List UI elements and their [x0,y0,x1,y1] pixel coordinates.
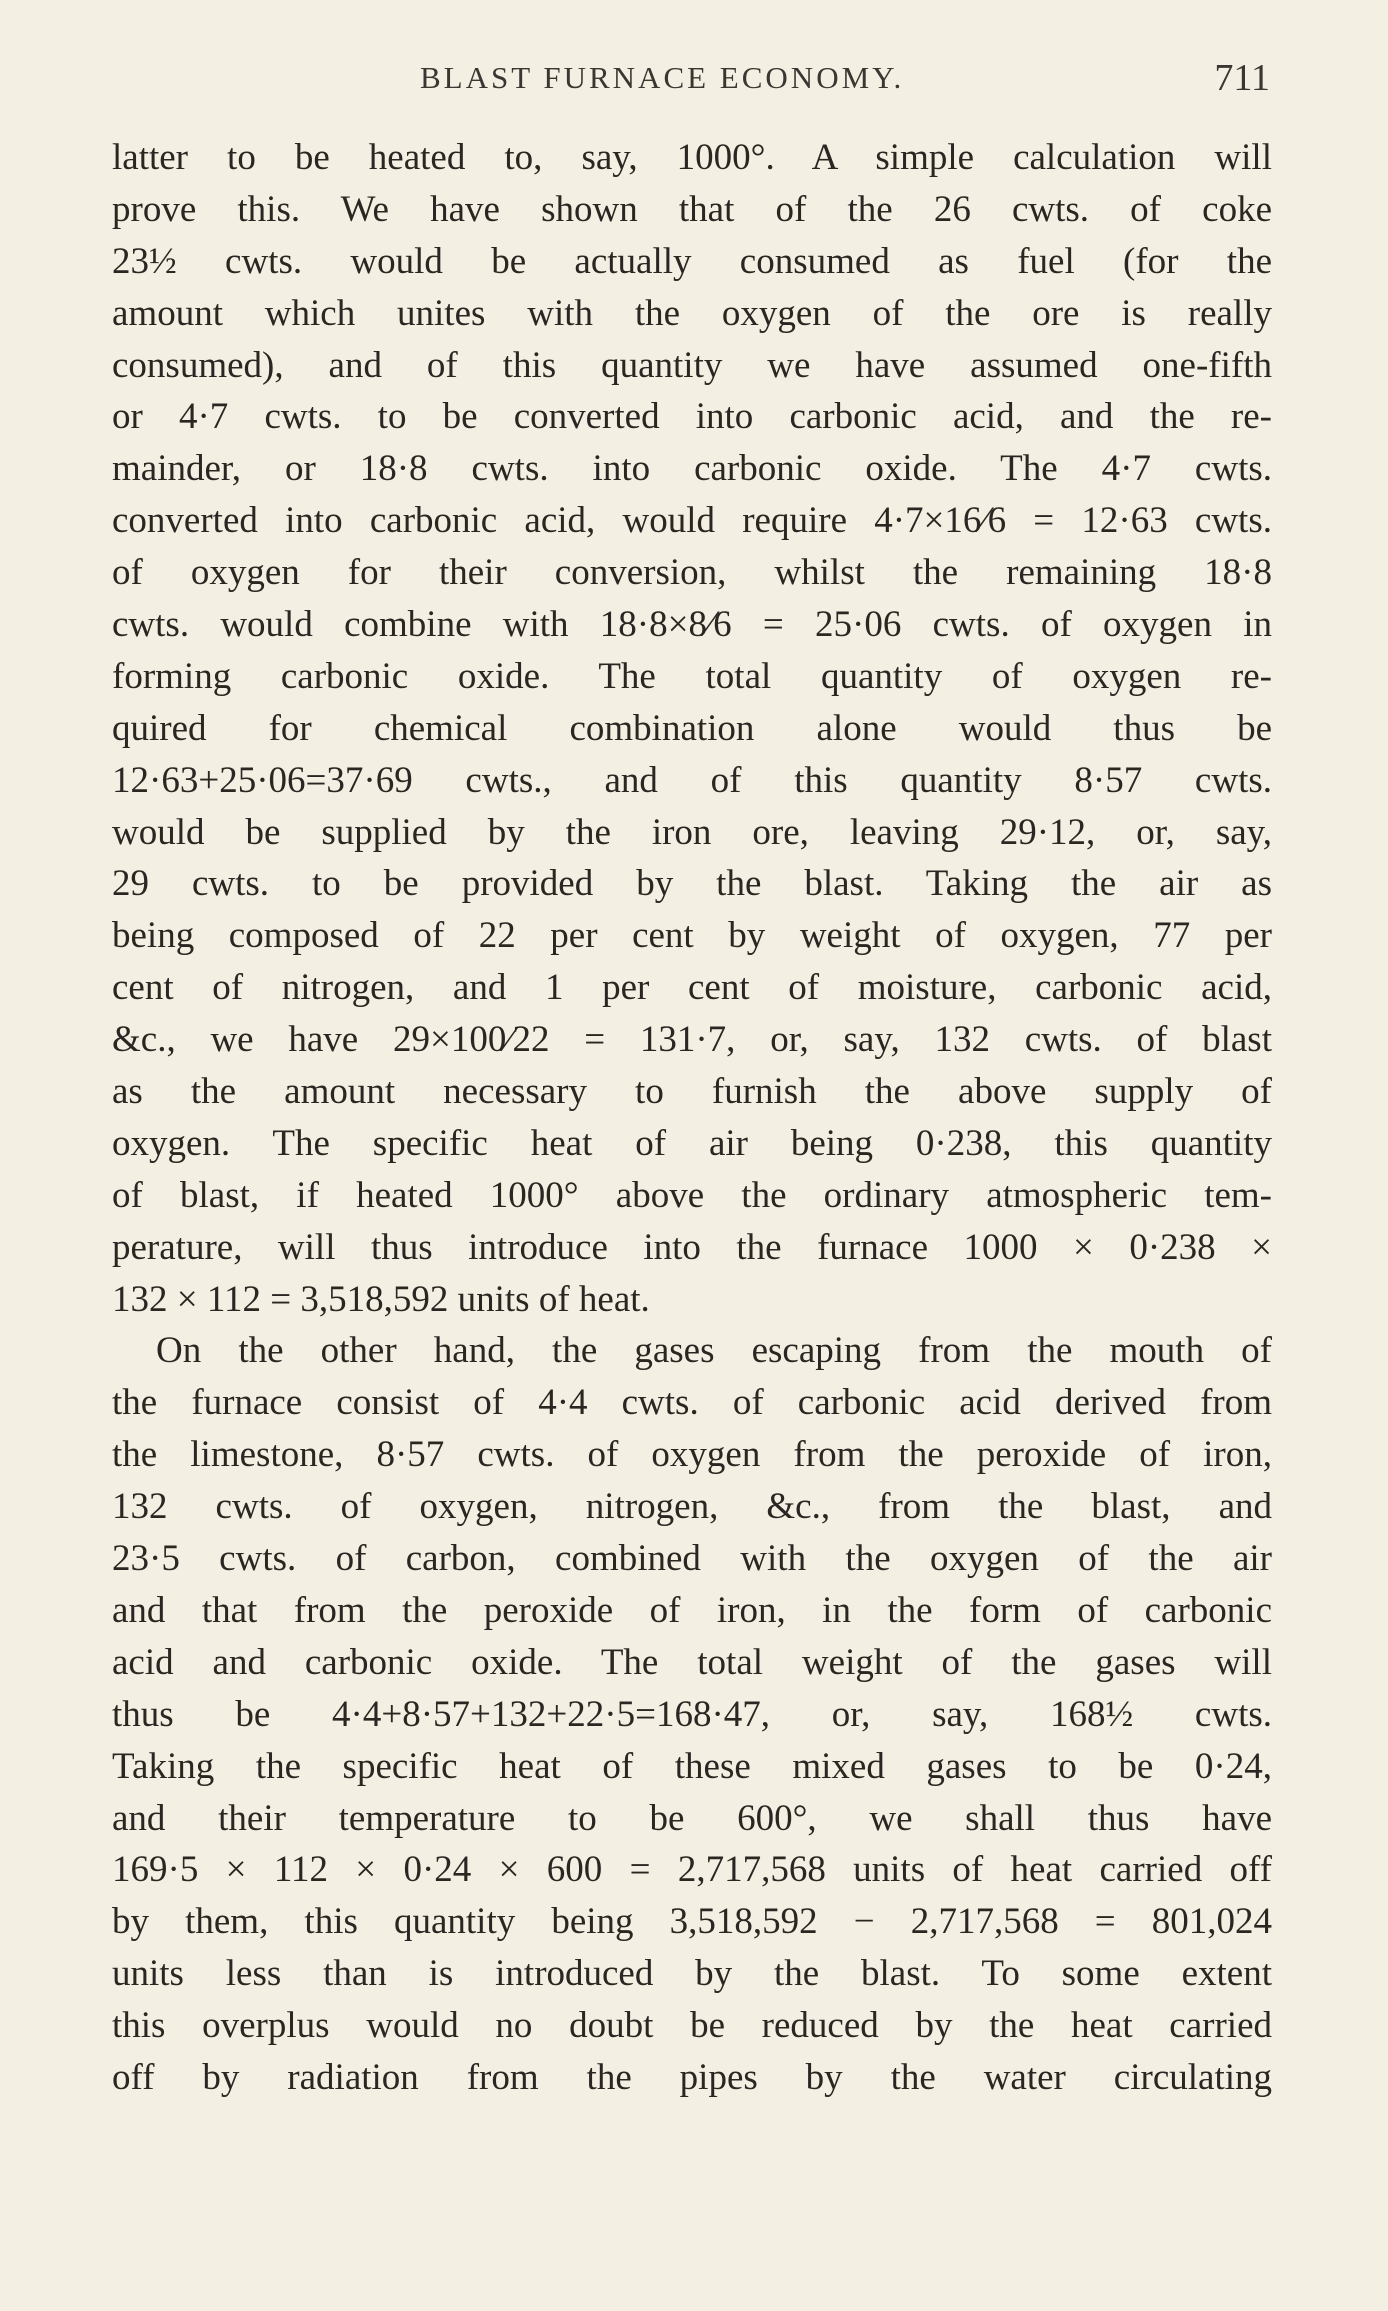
text-line: the limestone, 8·57 cwts. of oxygen from the peroxide of iron, [112,1434,1272,1476]
text-line: On the other hand, the gases escaping from the mouth of [156,1330,1272,1372]
text-line: &c., we have 29×100⁄22 = 131·7, or, say, 132 cwts. of blast [112,1019,1272,1061]
text-line: converted into carbonic acid, would require 4·7×16⁄6 = 12·63 cwts. [112,500,1272,542]
text-line: latter to be heated to, say, 1000°. A simple calculation will [112,137,1272,178]
text-line: cent of nitrogen, and 1 per cent of moisture, carbonic acid, [112,967,1272,1009]
text-line: 23·5 cwts. of carbon, combined with the oxygen of the air [112,1538,1272,1580]
text-line: 29 cwts. to be provided by the blast. Taking the air as [112,863,1272,905]
text-line: 132 × 112 = 3,518,592 units of heat. [112,1278,650,1320]
running-head-title: BLAST FURNACE ECONOMY. [420,60,905,95]
text-line: 12·63+25·06=37·69 cwts., and of this quantity 8·57 cwts. [112,759,1272,801]
text-line: of oxygen for their conversion, whilst the remaining 18·8 [112,552,1272,594]
running-head [420,52,1280,112]
text-line: prove this. We have shown that of the 26 cwts. of coke [112,188,1272,230]
text-line: off by radiation from the pipes by the water circulating [112,2056,1272,2098]
text-line: by them, this quantity being 3,518,592 − 2,717,568 = 801,024 [112,1901,1272,1943]
text-line: mainder, or 18·8 cwts. into carbonic oxide. The 4·7 cwts. [112,448,1272,490]
text-line: and that from the peroxide of iron, in the form of carbonic [112,1589,1272,1631]
text-line: and their temperature to be 600°, we shall thus have [112,1797,1272,1839]
text-line: Taking the specific heat of these mixed gases to be 0·24, [112,1745,1272,1787]
text-line: cwts. would combine with 18·8×8⁄6 = 25·06 cwts. of oxygen in [112,604,1272,646]
text-line: quired for chemical combination alone would thus be [112,707,1272,749]
text-line: amount which unites with the oxygen of the ore is really [112,292,1272,334]
body-text [112,132,1272,2104]
text-line: would be supplied by the iron ore, leaving 29·12, or, say, [112,811,1272,853]
text-line: as the amount necessary to furnish the above supply of [112,1071,1272,1113]
text-line: or 4·7 cwts. to be converted into carbonic acid, and the re- [112,396,1272,438]
text-line: thus be 4·4+8·57+132+22·5=168·47, or, say, 168½ cwts. [112,1693,1272,1735]
text-line: 132 cwts. of oxygen, nitrogen, &c., from the blast, and [112,1486,1272,1528]
text-line: this overplus would no doubt be reduced by the heat carried [112,2005,1272,2047]
text-line: being composed of 22 per cent by weight of oxygen, 77 per [112,915,1272,957]
text-line: 169·5 × 112 × 0·24 × 600 = 2,717,568 units of heat carried off [112,1849,1272,1891]
text-line: of blast, if heated 1000° above the ordinary atmospheric tem- [112,1174,1272,1216]
text-line: consumed), and of this quantity we have assumed one-fifth [112,344,1272,386]
text-line: 23½ cwts. would be actually consumed as fuel (for the [112,240,1272,282]
text-line: oxygen. The specific heat of air being 0·238, this quantity [112,1122,1272,1164]
text-line: the furnace consist of 4·4 cwts. of carbonic acid derived from [112,1382,1272,1424]
text-line: forming carbonic oxide. The total quantity of oxygen re- [112,655,1272,697]
text-line: units less than is introduced by the blast. To some extent [112,1953,1272,1995]
text-line: acid and carbonic oxide. The total weight of the gases will [112,1641,1272,1683]
text-line: perature, will thus introduce into the furnace 1000 × 0·238 × [112,1226,1272,1268]
page-number: 711 [1214,57,1270,99]
